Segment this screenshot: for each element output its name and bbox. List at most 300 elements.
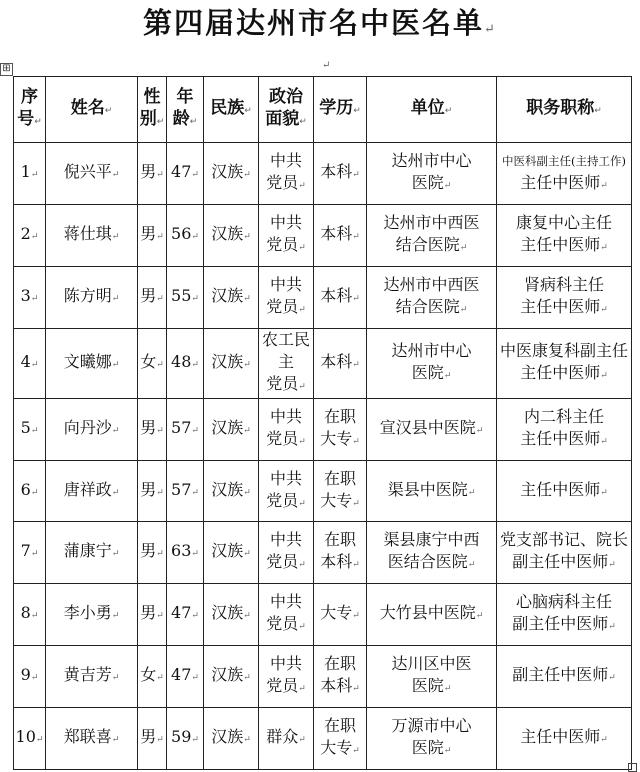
paragraph-mark: ↵ [298,304,306,315]
paragraph-mark: ↵ [600,181,608,192]
cell-age [167,708,204,770]
paragraph-mark: ↵ [30,425,39,436]
cell-name [46,143,138,205]
table-row [14,266,632,328]
cell-age [167,646,204,708]
paragraph-mark: ↵ [156,611,164,622]
cell-name [46,328,138,398]
cell-text: 群众 [266,727,299,747]
paragraph-mark: ↵ [30,611,39,622]
paragraph-mark: ↵ [191,293,199,304]
cell-text: 康复中心主任 [515,212,612,232]
column-header [167,77,204,143]
paragraph-mark: ↵ [30,487,39,498]
cell-text: 农工民主 [261,329,310,371]
cell-no [14,646,46,708]
cell-text: 9 [20,665,31,685]
cell-text: 在职 [323,654,356,674]
cell-age [167,328,204,398]
paragraph-mark: ↵ [243,293,251,304]
cell-text: 唐祥政 [63,479,112,499]
cell-education [314,522,367,584]
cell-text: 主任中医师 [520,234,601,254]
paragraph-mark: ↵ [353,106,361,116]
cell-text: 汉族 [211,417,244,437]
paragraph-mark: ↵ [298,381,306,392]
cell-gender [138,328,167,398]
paragraph-mark: ↵ [156,487,164,498]
cell-text: 63 [171,541,192,561]
paragraph-mark: ↵ [111,673,120,684]
cell-gender [138,398,167,460]
cell-text: 副主任中医师 [512,614,609,634]
cell-title [497,522,632,584]
paragraph-mark: ↵ [243,359,251,370]
paragraph-mark: ↵ [467,487,476,498]
cell-no [14,460,46,522]
cell-name [46,204,138,266]
cell-text: 达州市中西医 [383,212,480,232]
cell-political [259,143,314,205]
cell-text: 男 [140,479,157,499]
paragraph-mark: ↵ [156,293,164,304]
paragraph-mark: ↵ [444,106,453,116]
cell-title [497,708,632,770]
cell-text: 党员 [266,552,299,572]
cell-text: 渠县中医院 [387,479,468,499]
cell-text: 单位 [410,98,445,118]
cell-age [167,266,204,328]
cell-text: 党员 [266,373,299,393]
cell-gender [138,460,167,522]
paragraph-mark: ↵ [352,436,360,447]
cell-political [259,708,314,770]
cell-gender [138,584,167,646]
cell-text: 48 [171,351,192,371]
column-header [497,77,632,143]
paragraph-mark: ↵ [600,370,608,381]
cell-ethnicity [204,522,259,584]
cell-text: 陈方明 [63,285,112,305]
cell-text: 男 [140,161,157,181]
column-header [138,77,167,143]
cell-unit [367,584,497,646]
cell-text: 男 [140,223,157,243]
cell-political [259,460,314,522]
cell-text: 47 [171,665,192,685]
cell-text: 汉族 [211,351,244,371]
cell-text: 大专 [320,428,353,448]
cell-text: 5 [20,417,31,437]
cell-text: 10 [15,727,36,747]
paragraph-mark: ↵ [156,549,164,560]
cell-text: 达州市中心 [391,340,472,360]
paragraph-mark: ↵ [35,735,44,746]
cell-text: 蒋仕琪 [63,223,112,243]
cell-text: 医院 [411,676,444,696]
paragraph-mark: ↵ [298,436,306,447]
cell-political [259,522,314,584]
paragraph-mark: ↵ [298,242,306,253]
cell-no [14,708,46,770]
cell-gender [138,646,167,708]
table-row [14,328,632,398]
cell-text: 47 [171,161,192,181]
column-header [314,77,367,143]
cell-name [46,584,138,646]
paragraph-mark: ↵ [352,684,360,695]
cell-name [46,708,138,770]
paragraph-mark: ↵ [243,231,251,242]
cell-age [167,143,204,205]
cell-text: 渠县康宁中西 [383,530,480,550]
cell-text: 大专 [320,490,353,510]
cell-political [259,328,314,398]
paragraph-mark: ↵ [608,622,616,633]
cell-text: 主任中医师 [520,173,601,193]
cell-text: 副主任中医师 [512,552,609,572]
cell-text: 黄吉芳 [63,665,112,685]
paragraph-mark: ↵ [191,549,199,560]
cell-unit [367,646,497,708]
cell-education [314,266,367,328]
paragraph-mark: ↵ [298,560,306,571]
cell-text: 男 [140,603,157,623]
table-move-handle-icon[interactable]: ⊞ [0,63,13,76]
paragraph-mark: ↵ [30,359,39,370]
paragraph-mark: ↵ [191,611,199,622]
paragraph-mark: ↵ [298,180,306,191]
cell-text: 本科 [320,161,353,181]
cell-text: 主任中医师 [520,362,601,382]
cell-text: 中共 [269,592,302,612]
cell-text: 中医康复科副主任 [499,340,628,360]
cell-text: 倪兴平 [63,161,112,181]
paragraph-mark: ↵ [467,560,476,571]
paragraph-mark: ↵ [156,117,165,127]
cell-ethnicity [204,398,259,460]
cell-text: 男 [140,541,157,561]
paragraph-mark: ↵ [34,117,42,127]
header-row [14,77,632,143]
cell-text: 汉族 [211,285,244,305]
cell-text: 达州市中西医 [383,274,480,294]
table-resize-handle[interactable] [628,763,637,772]
paragraph-mark: ↵ [111,425,120,436]
cell-text: 达川区中医 [391,654,472,674]
paragraph-mark: ↵ [299,117,307,127]
paragraph-mark: ↵ [352,359,360,370]
cell-text: 医院 [411,172,444,192]
cell-text: 本科 [320,676,353,696]
cell-unit [367,522,497,584]
paragraph-mark: ↵ [459,242,468,253]
paragraph-mark: ↵ [243,549,251,560]
paragraph-mark: ↵ [322,60,331,71]
paragraph-mark: ↵ [443,180,452,191]
table-row [14,204,632,266]
paragraph-mark: ↵ [191,231,199,242]
cell-text: 党员 [266,428,299,448]
cell-no [14,143,46,205]
cell-text: 医结合医院 [387,552,468,572]
cell-no [14,398,46,460]
cell-text: 女 [140,665,157,685]
paragraph-mark: ↵ [191,359,199,370]
cell-text: 民族 [210,98,245,118]
cell-education [314,708,367,770]
paragraph-mark: ↵ [30,673,39,684]
cell-text: 中共 [269,468,302,488]
cell-text: 在职 [323,468,356,488]
paragraph-mark: ↵ [600,304,608,315]
paragraph-mark: ↵ [243,735,251,746]
paragraph-mark: ↵ [594,106,602,116]
paragraph-mark: ↵ [156,425,164,436]
paragraph-mark: ↵ [191,425,199,436]
cell-ethnicity [204,266,259,328]
paragraph-mark: ↵ [111,293,120,304]
cell-text: 宣汉县中医院 [379,417,476,437]
paragraph-mark: ↵ [352,169,360,180]
column-header [14,77,46,143]
page-title: 第四届达州市名中医名单↵ [143,6,497,40]
paragraph-mark: ↵ [111,611,120,622]
cell-text: 本科 [320,223,353,243]
cell-text: 57 [171,479,192,499]
paragraph-mark: ↵ [443,684,452,695]
cell-text: 副主任中医师 [512,665,609,685]
cell-age [167,584,204,646]
paragraph-mark: ↵ [111,549,120,560]
cell-political [259,398,314,460]
cell-text: 中共 [269,150,302,170]
paragraph-mark: ↵ [156,735,164,746]
paragraph-mark: ↵ [156,359,164,370]
cell-age [167,522,204,584]
cell-text: 4 [20,351,31,371]
table-row [14,522,632,584]
paragraph-mark: ↵ [600,242,608,253]
cell-age [167,204,204,266]
cell-no [14,584,46,646]
cell-text: 性 [143,87,161,107]
cell-text: 医院 [411,738,444,758]
cell-name [46,522,138,584]
cell-text: 男 [140,727,157,747]
paragraph-mark: ↵ [608,673,616,684]
paragraph-mark: ↵ [243,673,251,684]
roster-table [13,76,632,770]
cell-text: 结合医院 [395,296,460,316]
cell-unit [367,328,497,398]
cell-age [167,398,204,460]
cell-text: 年 [176,87,194,107]
cell-text: 序 [21,87,38,107]
cell-text: 党员 [266,676,299,696]
paragraph-mark: ↵ [608,560,616,571]
cell-text: 大专 [320,738,353,758]
cell-text: 本科 [320,552,353,572]
paragraph-mark: ↵ [104,106,113,116]
paragraph-mark: ↵ [189,117,198,127]
cell-text: 本科 [320,351,353,371]
paragraph-mark: ↵ [243,169,251,180]
cell-text: 中共 [269,212,302,232]
cell-text: 主任中医师 [520,727,601,747]
paragraph-mark: ↵ [156,673,164,684]
cell-education [314,398,367,460]
cell-text: 结合医院 [395,234,460,254]
cell-text: 党支部书记、院长 [499,530,628,550]
cell-text: 6 [20,479,31,499]
cell-text: 学历 [319,98,354,118]
cell-text: 心脑病科主任 [515,592,612,612]
cell-text: 中共 [269,406,302,426]
paragraph-mark: ↵ [600,735,608,746]
cell-text: 1 [20,161,31,181]
column-header [46,77,138,143]
cell-political [259,584,314,646]
paragraph-mark: ↵ [298,684,306,695]
cell-gender [138,522,167,584]
paragraph-mark: ↵ [298,735,306,746]
cell-text: 男 [140,285,157,305]
paragraph-mark: ↵ [600,487,608,498]
cell-text: 中医科副主任(主持工作) [502,154,626,169]
cell-no [14,328,46,398]
paragraph-mark: ↵ [243,611,251,622]
paragraph-mark: ↵ [111,169,120,180]
table-row [14,646,632,708]
paragraph-mark: ↵ [298,498,306,509]
cell-no [14,522,46,584]
cell-text: 党员 [266,172,299,192]
cell-gender [138,708,167,770]
cell-political [259,266,314,328]
cell-text: 姓名 [70,98,105,118]
cell-education [314,143,367,205]
paragraph-mark: ↵ [30,169,39,180]
cell-text: 在职 [323,716,356,736]
paragraph-mark: ↵ [443,746,452,757]
paragraph-mark: ↵ [352,498,360,509]
cell-text: 57 [171,417,192,437]
cell-text: 号 [17,109,35,129]
cell-text: 在职 [323,406,356,426]
cell-text: 59 [171,727,192,747]
cell-unit [367,460,497,522]
paragraph-mark: ↵ [243,425,251,436]
cell-text: 汉族 [211,161,244,181]
cell-gender [138,143,167,205]
paragraph-mark: ↵ [30,231,39,242]
cell-text: 党员 [266,490,299,510]
paragraph-mark: ↵ [352,293,360,304]
cell-education [314,460,367,522]
cell-text: 3 [20,285,31,305]
cell-text: 本科 [320,285,353,305]
cell-name [46,398,138,460]
paragraph-mark: ↵ [443,370,452,381]
table-row [14,584,632,646]
cell-text: 面貌 [265,109,300,129]
cell-title [497,398,632,460]
cell-education [314,328,367,398]
paragraph-mark: ↵ [191,487,199,498]
table-row [14,143,632,205]
cell-title [497,204,632,266]
cell-text: 在职 [323,530,356,550]
paragraph-mark: ↵ [243,487,251,498]
paragraph-mark: ↵ [298,622,306,633]
cell-gender [138,204,167,266]
cell-text: 肾病科主任 [523,274,604,294]
cell-unit [367,204,497,266]
cell-ethnicity [204,708,259,770]
paragraph-mark: ↵ [352,560,360,571]
paragraph-mark: ↵ [191,735,199,746]
cell-text: 李小勇 [63,603,112,623]
cell-text: 中共 [269,654,302,674]
cell-text: 中共 [269,274,302,294]
paragraph-mark: ↵ [475,611,484,622]
cell-ethnicity [204,646,259,708]
cell-name [46,266,138,328]
cell-text: 55 [171,285,192,305]
cell-text: 党员 [266,234,299,254]
paragraph-mark: ↵ [191,169,199,180]
column-header [204,77,259,143]
cell-education [314,646,367,708]
cell-age [167,460,204,522]
cell-title [497,266,632,328]
cell-education [314,584,367,646]
paragraph-mark: ↵ [244,106,252,116]
column-header [259,77,314,143]
paragraph-mark: ↵ [191,673,199,684]
cell-title [497,143,632,205]
cell-title [497,460,632,522]
cell-text: 龄 [172,109,190,129]
cell-text: 向丹沙 [63,417,112,437]
cell-unit [367,266,497,328]
paragraph-mark: ↵ [352,231,360,242]
cell-text: 政治 [269,87,303,107]
cell-text: 郑联喜 [63,727,112,747]
cell-text: 别 [139,109,157,129]
cell-text: 党员 [266,296,299,316]
paragraph-mark: ↵ [30,293,39,304]
cell-text: 47 [171,603,192,623]
cell-name [46,460,138,522]
cell-text: 56 [171,223,192,243]
cell-text: 汉族 [211,479,244,499]
cell-no [14,204,46,266]
cell-ethnicity [204,584,259,646]
cell-ethnicity [204,460,259,522]
paragraph-mark: ↵ [111,735,120,746]
cell-title [497,328,632,398]
cell-text: 主任中医师 [520,296,601,316]
table-row [14,460,632,522]
cell-ethnicity [204,328,259,398]
table-row [14,708,632,770]
paragraph-mark: ↵ [352,746,360,757]
cell-text: 大专 [320,603,353,623]
cell-gender [138,266,167,328]
cell-text: 中共 [269,530,302,550]
